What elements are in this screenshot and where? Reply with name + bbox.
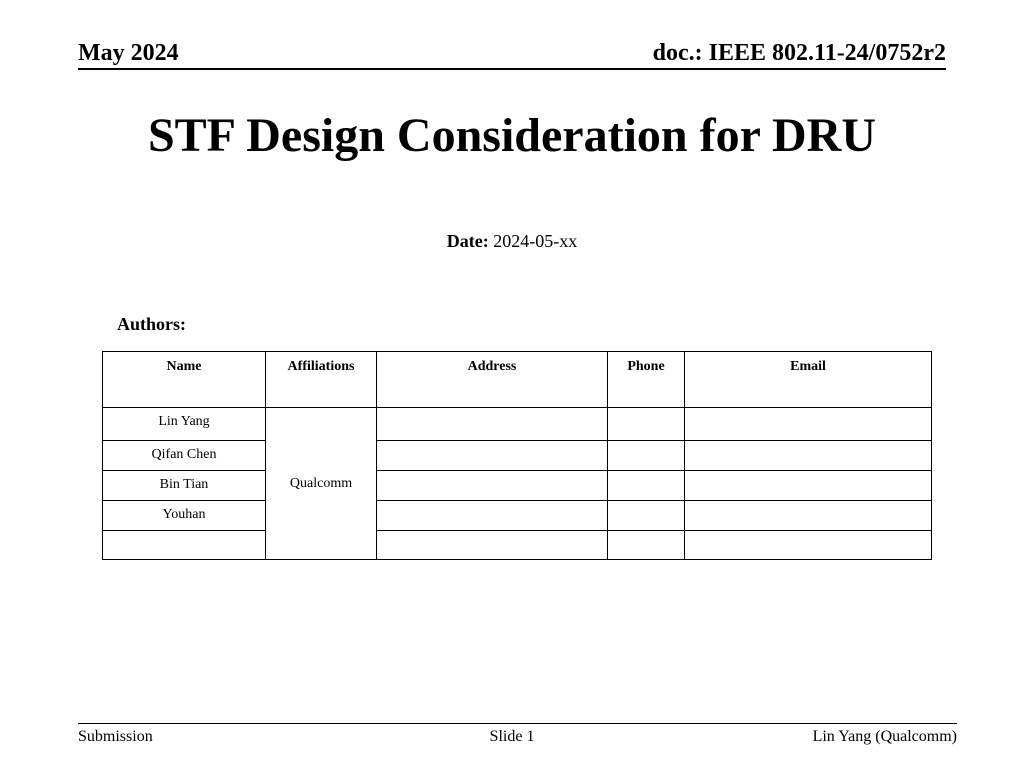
column-header-email: Email [685, 352, 932, 408]
author-email [685, 471, 932, 501]
author-email [685, 531, 932, 560]
author-name: Lin Yang [103, 408, 266, 441]
author-name: Bin Tian [103, 471, 266, 501]
header-doc-id: doc.: IEEE 802.11-24/0752r2 [652, 40, 946, 66]
date-line [0, 231, 1024, 252]
author-phone [608, 531, 685, 560]
author-name: Qifan Chen [103, 441, 266, 471]
table-row [103, 531, 932, 560]
column-header-phone: Phone [608, 352, 685, 408]
footer-slide-number: Slide 1 [489, 728, 535, 745]
table-row [103, 471, 932, 501]
author-name: Youhan [103, 501, 266, 531]
author-phone [608, 441, 685, 471]
column-header-affiliations: Affiliations [266, 352, 377, 408]
author-affiliation: Qualcomm [266, 408, 377, 560]
authors-label: Authors: [117, 314, 187, 334]
author-phone [608, 501, 685, 531]
footer-submission: Submission [78, 728, 153, 745]
authors-table [102, 351, 932, 560]
author-email [685, 441, 932, 471]
author-email [685, 408, 932, 441]
author-phone [608, 471, 685, 501]
table-header-row [103, 352, 932, 408]
footer-author: Lin Yang (Qualcomm) [812, 728, 957, 745]
author-address [377, 501, 608, 531]
date-value: 2024-05-xx [493, 231, 578, 251]
author-name [103, 531, 266, 560]
table-row [103, 441, 932, 471]
author-address [377, 408, 608, 441]
author-address [377, 531, 608, 560]
table-row [103, 501, 932, 531]
footer-divider [78, 723, 957, 724]
table-row [103, 408, 932, 441]
author-address [377, 471, 608, 501]
column-header-name: Name [103, 352, 266, 408]
column-header-address: Address [377, 352, 608, 408]
author-email [685, 501, 932, 531]
author-address [377, 441, 608, 471]
date-label: Date: [446, 231, 489, 251]
slide-title: STF Design Consideration for DRU [147, 109, 877, 162]
author-phone [608, 408, 685, 441]
header-date: May 2024 [78, 40, 179, 66]
header-divider [78, 68, 946, 70]
